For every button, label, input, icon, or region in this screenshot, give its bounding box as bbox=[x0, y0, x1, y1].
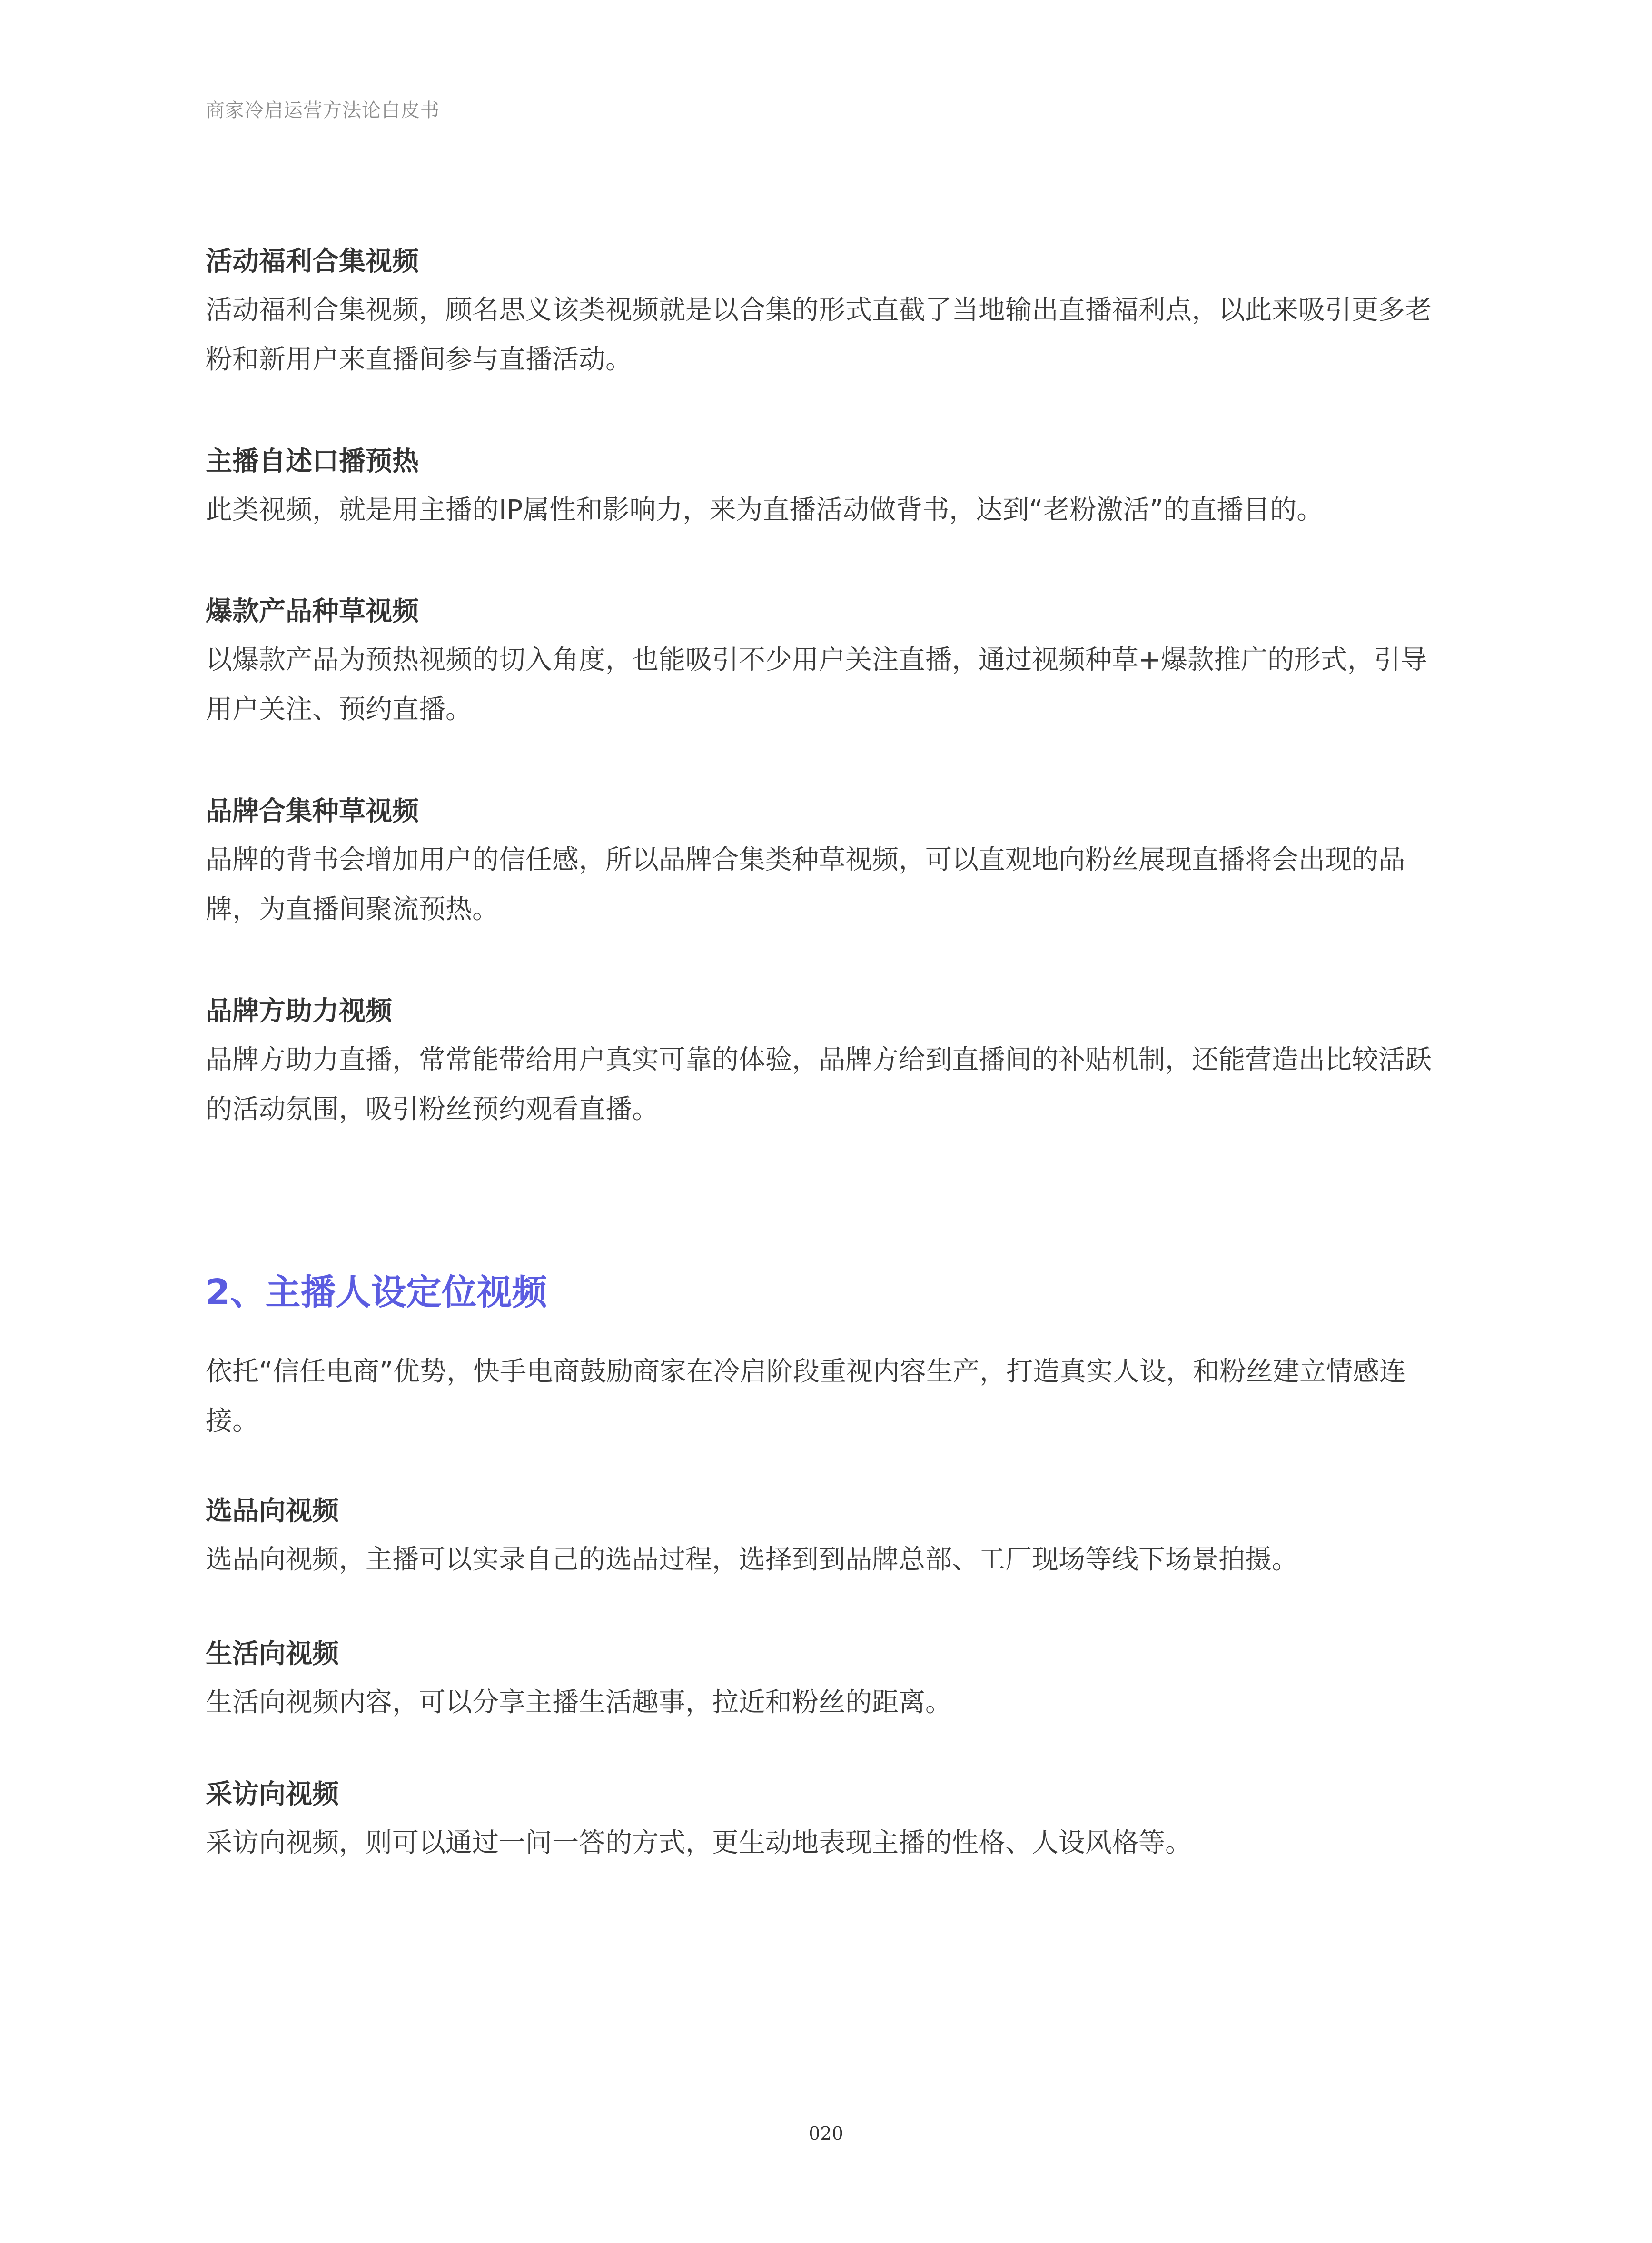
item-body: 采访向视频，则可以通过一问一答的方式，更生动地表现主播的性格、人设风格等。 bbox=[206, 1827, 1192, 1858]
item-body: 生活向视频内容，可以分享主播生活趣事，拉近和粉丝的距离。 bbox=[206, 1687, 952, 1718]
item-body: 品牌的背书会增加用户的信任感，所以品牌合集类种草视频，可以直观地向粉丝展现直播将会出现的品牌，为直播间聚流预热。 bbox=[206, 844, 1405, 925]
item-heading: 生活向视频 bbox=[206, 1638, 339, 1669]
item-activity-benefits bbox=[206, 238, 1453, 385]
item-heading: 采访向视频 bbox=[206, 1779, 339, 1810]
item-heading: 爆款产品种草视频 bbox=[206, 596, 419, 627]
item-heading: 品牌方助力视频 bbox=[206, 996, 392, 1027]
item-body: 品牌方助力直播，常常能带给用户真实可靠的体验，品牌方给到直播间的补贴机制，还能营造出比较活跃的活动氛围，吸引粉丝预约观看直播。 bbox=[206, 1044, 1432, 1125]
item-heading: 品牌合集种草视频 bbox=[206, 796, 419, 827]
item-body: 此类视频，就是用主播的IP属性和影响力，来为直播活动做背书，达到“老粉激活”的直播目的。 bbox=[206, 495, 1324, 526]
item-heading: 主播自述口播预热 bbox=[206, 446, 419, 477]
item-lifestyle bbox=[206, 1630, 1453, 1727]
item-body: 选品向视频，主播可以实录自己的选品过程，选择到到品牌总部、工厂现场等线下场景拍摄。 bbox=[206, 1544, 1298, 1575]
item-host-self-intro bbox=[206, 438, 1453, 535]
item-interview bbox=[206, 1771, 1453, 1868]
item-heading: 选品向视频 bbox=[206, 1496, 339, 1527]
section-intro bbox=[206, 1347, 1453, 1446]
item-body: 以爆款产品为预热视频的切入角度，也能吸引不少用户关注直播，通过视频种草+爆款推广的形式，引导用户关注、预约直播。 bbox=[206, 645, 1427, 725]
item-heading: 活动福利合集视频 bbox=[206, 246, 419, 277]
item-brand-collection bbox=[206, 788, 1453, 934]
document-running-header: 商家冷启运营方法论白皮书 bbox=[206, 99, 440, 121]
page-number: 020 bbox=[809, 2123, 843, 2144]
item-hot-product bbox=[206, 588, 1453, 734]
item-body: 活动福利合集视频，顾名思义该类视频就是以合集的形式直截了当地输出直播福利点，以此来吸引更多老粉和新用户来直播间参与直播活动。 bbox=[206, 295, 1432, 375]
intro-paragraph: 依托“信任电商”优势，快手电商鼓励商家在冷启阶段重视内容生产，打造真实人设，和粉丝建立情感连接。 bbox=[206, 1356, 1406, 1437]
item-product-selection bbox=[206, 1488, 1453, 1585]
item-brand-support bbox=[206, 988, 1453, 1134]
section-title: 2、主播人设定位视频 bbox=[206, 1272, 547, 1313]
